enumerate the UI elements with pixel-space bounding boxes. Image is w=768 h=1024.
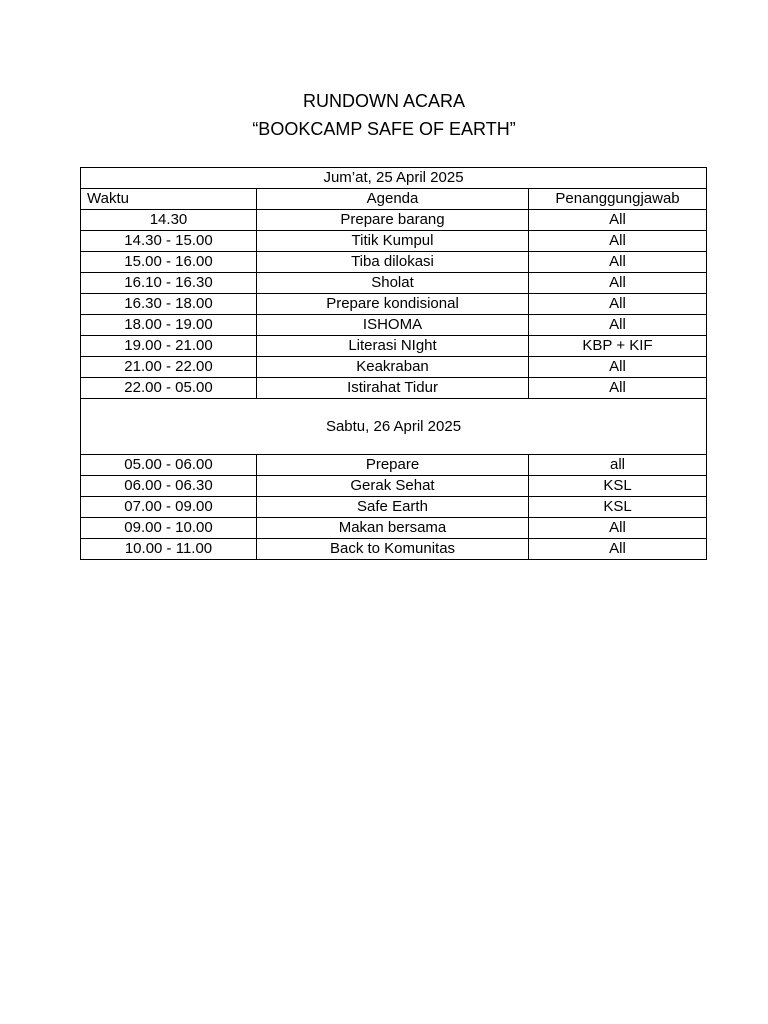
cell-agenda: Istirahat Tidur <box>257 378 529 399</box>
cell-penanggungjawab: All <box>529 357 707 378</box>
day2-label: Sabtu, 26 April 2025 <box>81 399 707 455</box>
table-row <box>81 476 707 497</box>
table-row <box>81 294 707 315</box>
cell-penanggungjawab: KSL <box>529 476 707 497</box>
rundown-table <box>80 167 707 560</box>
table-row <box>81 518 707 539</box>
cell-waktu: 16.30 - 18.00 <box>81 294 257 315</box>
cell-penanggungjawab: All <box>529 210 707 231</box>
cell-agenda: ISHOMA <box>257 315 529 336</box>
cell-penanggungjawab: All <box>529 294 707 315</box>
cell-waktu: 14.30 - 15.00 <box>81 231 257 252</box>
cell-agenda: Makan bersama <box>257 518 529 539</box>
cell-waktu: 05.00 - 06.00 <box>81 455 257 476</box>
cell-penanggungjawab: all <box>529 455 707 476</box>
cell-waktu: 14.30 <box>81 210 257 231</box>
cell-waktu: 22.00 - 05.00 <box>81 378 257 399</box>
table-row <box>81 539 707 560</box>
cell-penanggungjawab: KBP + KIF <box>529 336 707 357</box>
cell-agenda: Keakraban <box>257 357 529 378</box>
cell-waktu: 21.00 - 22.00 <box>81 357 257 378</box>
header-agenda: Agenda <box>257 189 529 210</box>
cell-agenda: Literasi NIght <box>257 336 529 357</box>
cell-waktu: 19.00 - 21.00 <box>81 336 257 357</box>
cell-penanggungjawab: All <box>529 518 707 539</box>
cell-agenda: Gerak Sehat <box>257 476 529 497</box>
table-row <box>81 336 707 357</box>
header-penanggungjawab: Penanggungjawab <box>529 189 707 210</box>
cell-waktu: 15.00 - 16.00 <box>81 252 257 273</box>
document-subtitle: “BOOKCAMP SAFE OF EARTH” <box>252 119 516 139</box>
cell-penanggungjawab: All <box>529 252 707 273</box>
table-row <box>81 497 707 518</box>
cell-penanggungjawab: KSL <box>529 497 707 518</box>
table-row <box>81 315 707 336</box>
cell-penanggungjawab: All <box>529 378 707 399</box>
cell-agenda: Sholat <box>257 273 529 294</box>
day1-header-row <box>81 168 707 189</box>
cell-waktu: 18.00 - 19.00 <box>81 315 257 336</box>
table-row <box>81 378 707 399</box>
cell-waktu: 09.00 - 10.00 <box>81 518 257 539</box>
cell-agenda: Safe Earth <box>257 497 529 518</box>
cell-penanggungjawab: All <box>529 231 707 252</box>
column-header-row <box>81 189 707 210</box>
table-row <box>81 357 707 378</box>
cell-agenda: Prepare kondisional <box>257 294 529 315</box>
table-row <box>81 455 707 476</box>
cell-waktu: 06.00 - 06.30 <box>81 476 257 497</box>
day1-label: Jum’at, 25 April 2025 <box>81 168 707 189</box>
table-row <box>81 252 707 273</box>
cell-penanggungjawab: All <box>529 273 707 294</box>
cell-waktu: 16.10 - 16.30 <box>81 273 257 294</box>
table-row <box>81 231 707 252</box>
document-title: RUNDOWN ACARA <box>302 91 465 111</box>
table-row <box>81 273 707 294</box>
cell-agenda: Tiba dilokasi <box>257 252 529 273</box>
day2-header-row <box>81 399 707 455</box>
table-row <box>81 210 707 231</box>
cell-agenda: Back to Komunitas <box>257 539 529 560</box>
cell-agenda: Prepare <box>257 455 529 476</box>
cell-waktu: 07.00 - 09.00 <box>81 497 257 518</box>
header-waktu: Waktu <box>81 189 257 210</box>
cell-waktu: 10.00 - 11.00 <box>81 539 257 560</box>
cell-penanggungjawab: All <box>529 315 707 336</box>
cell-agenda: Prepare barang <box>257 210 529 231</box>
cell-penanggungjawab: All <box>529 539 707 560</box>
cell-agenda: Titik Kumpul <box>257 231 529 252</box>
